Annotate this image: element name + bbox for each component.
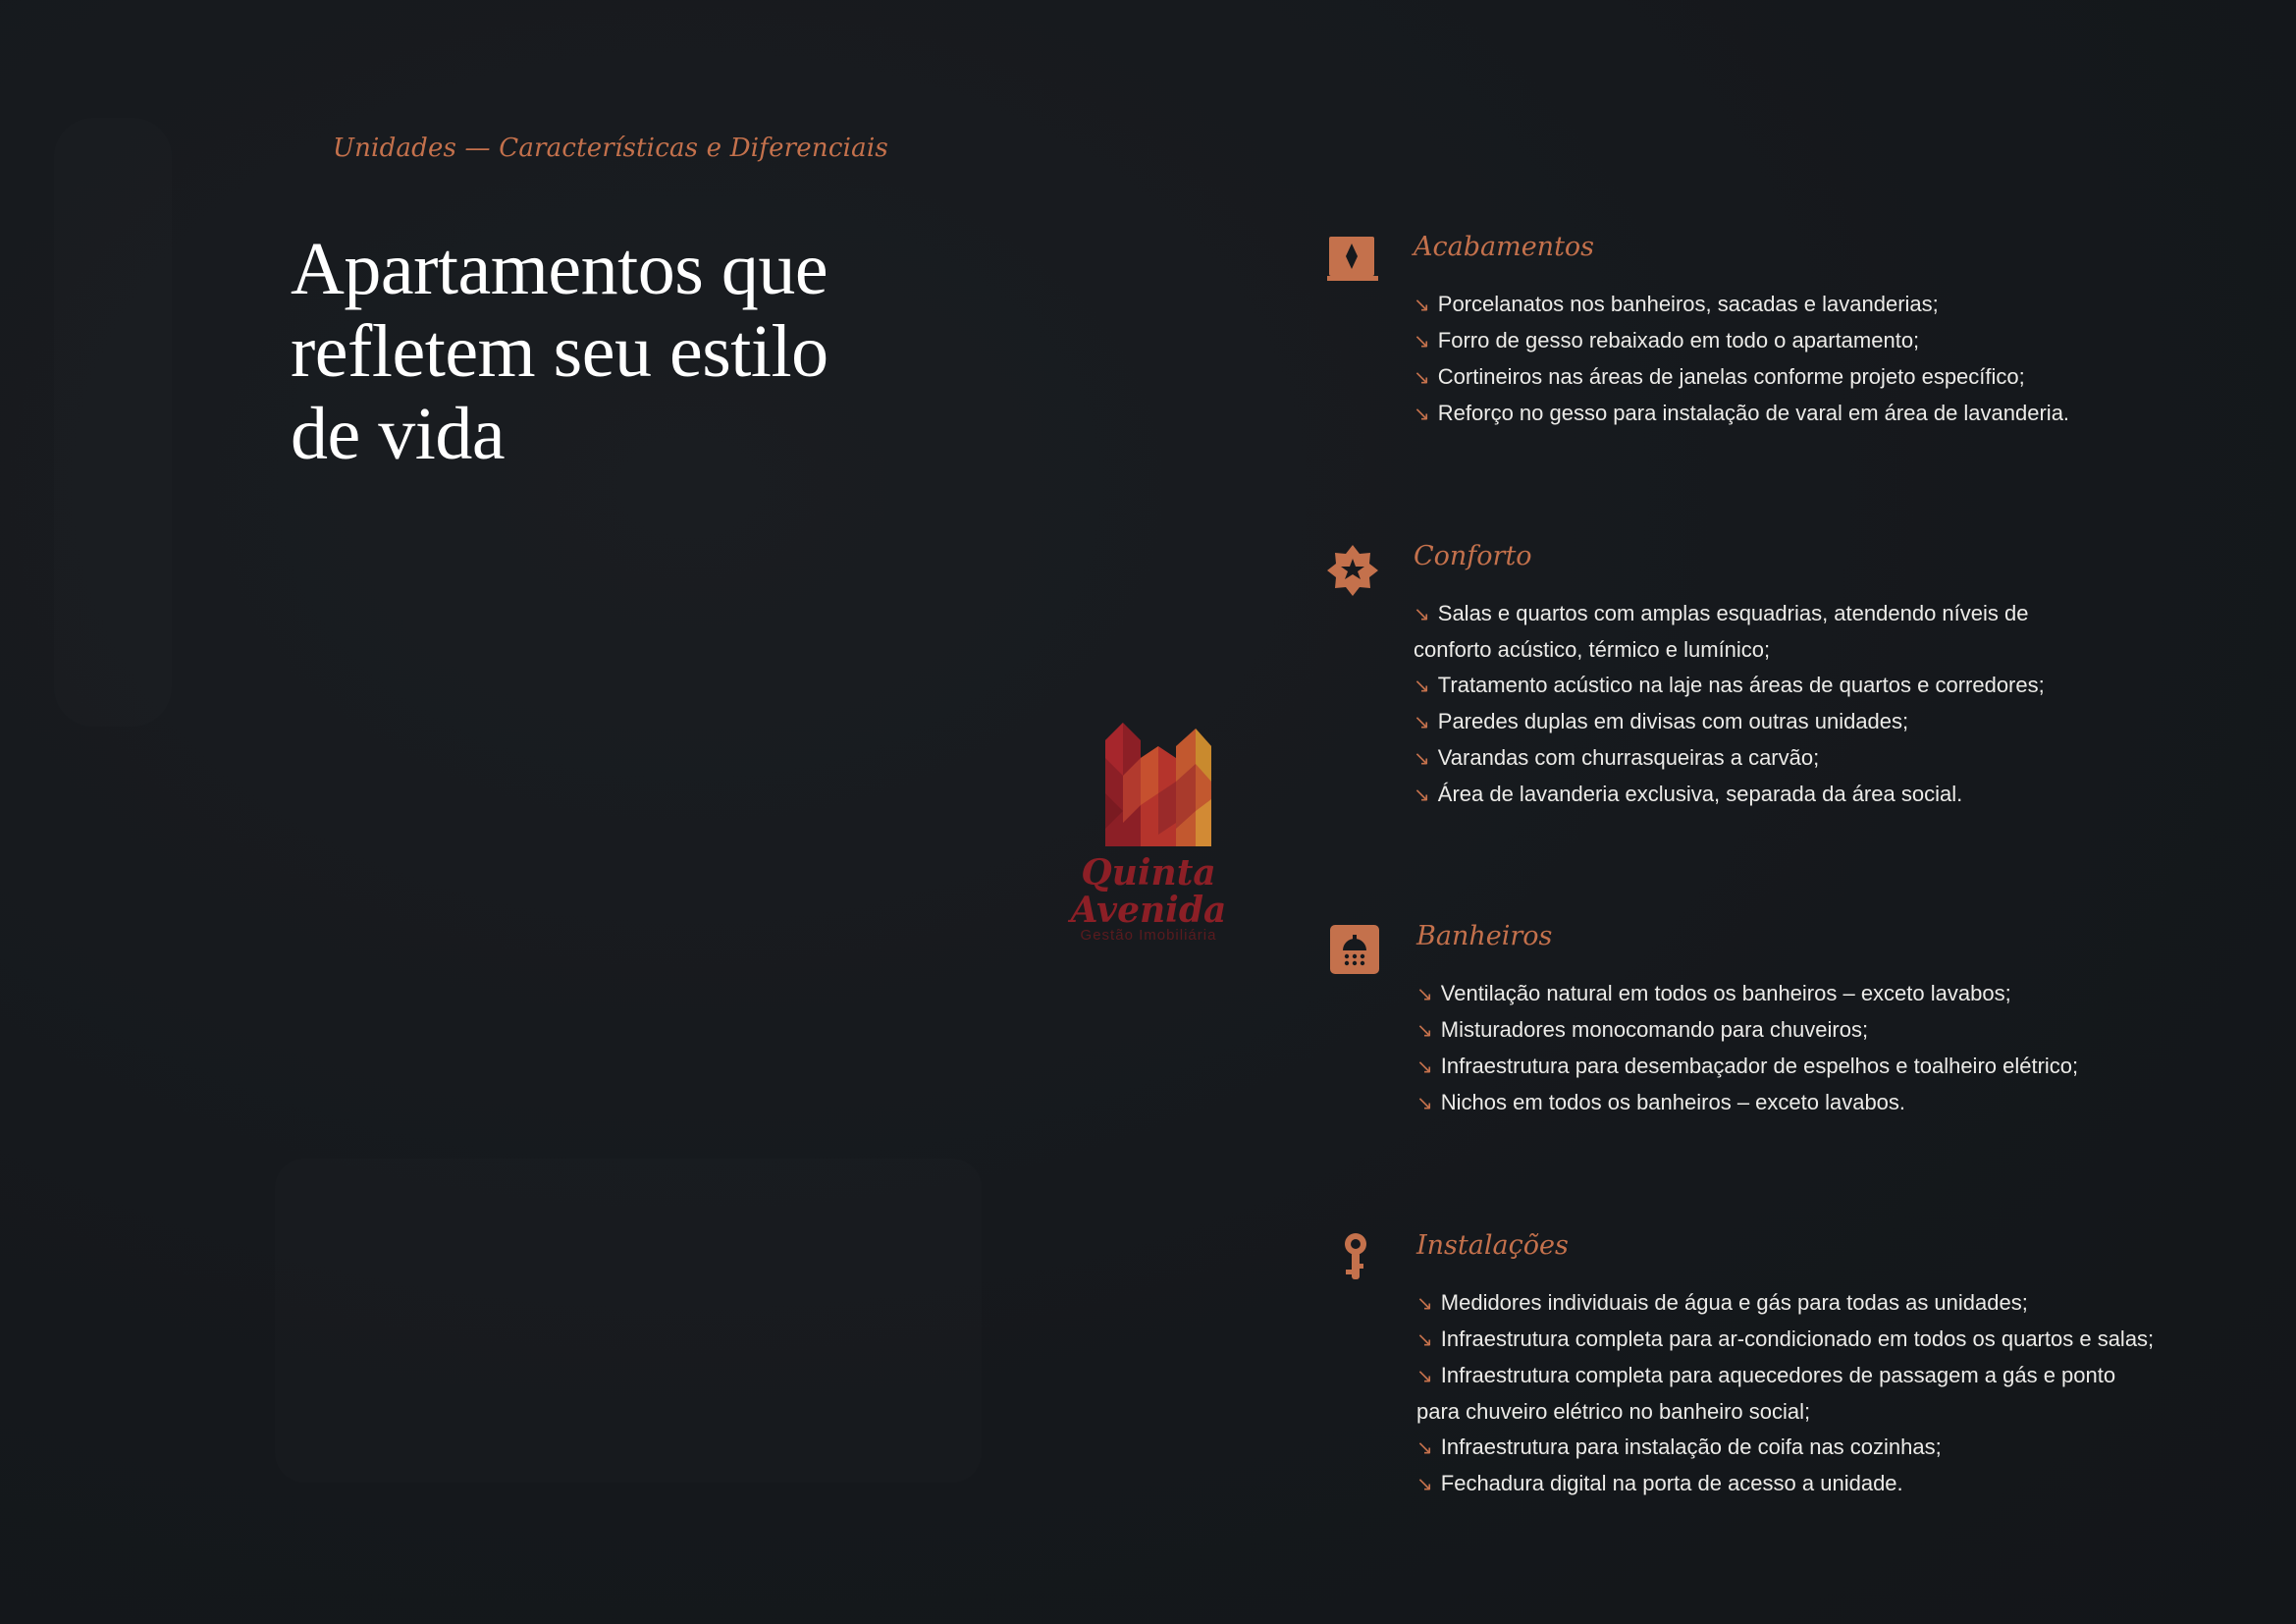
list-item: ↘ Fechadura digital na porta de acesso a unidade.	[1416, 1471, 1903, 1495]
list-item: ↘ Ventilação natural em todos os banheiros – exceto lavabos;	[1416, 981, 2011, 1005]
list-item-continuation: conforto acústico, térmico e lumínico;	[1414, 637, 1771, 662]
section-list	[1414, 287, 2069, 432]
arrow-down-right-icon: ↘	[1414, 712, 1430, 733]
arrow-down-right-icon: ↘	[1416, 1093, 1433, 1114]
shower-icon	[1328, 921, 1383, 976]
list-item: ↘ Infraestrutura completa para aquecedores de passagem a gás e ponto	[1416, 1363, 2116, 1387]
list-item: ↘ Forro de gesso rebaixado em todo o apartamento;	[1414, 328, 1920, 352]
buildings-logo-icon	[1070, 717, 1227, 852]
arrow-down-right-icon: ↘	[1416, 1056, 1433, 1078]
list-item: ↘ Varandas com churrasqueiras a carvão;	[1414, 745, 1820, 770]
list-item: ↘ Medidores individuais de água e gás para todas as unidades;	[1416, 1290, 2028, 1315]
arrow-down-right-icon: ↘	[1414, 785, 1430, 806]
logo-subtitle: Gestão Imobiliária	[1080, 927, 1217, 944]
arrow-down-right-icon: ↘	[1414, 367, 1430, 389]
arrow-down-right-icon: ↘	[1416, 1293, 1433, 1315]
arrow-down-right-icon: ↘	[1416, 1474, 1433, 1495]
arrow-down-right-icon: ↘	[1416, 1437, 1433, 1459]
list-item: ↘ Salas e quartos com amplas esquadrias, atendendo níveis de	[1414, 601, 2029, 625]
arrow-down-right-icon: ↘	[1414, 748, 1430, 770]
star-badge-icon	[1325, 541, 1380, 596]
headline-line-1: Apartamentos que	[291, 228, 828, 310]
background-watermark-bottom	[275, 1159, 982, 1483]
arrow-down-right-icon: ↘	[1414, 604, 1430, 625]
list-item: ↘ Nichos em todos os banheiros – exceto lavabos.	[1416, 1090, 1906, 1114]
background-watermark-left	[54, 118, 172, 727]
list-item: ↘ Paredes duplas em divisas com outras unidades;	[1414, 709, 1909, 733]
arrow-down-right-icon: ↘	[1416, 1329, 1433, 1351]
section-title: Instalações	[1416, 1230, 1569, 1261]
section-title: Acabamentos	[1414, 232, 1595, 262]
section-list	[1416, 1285, 2154, 1502]
arrow-down-right-icon: ↘	[1416, 1366, 1433, 1387]
list-item: ↘ Tratamento acústico na laje nas áreas de quartos e corredores;	[1414, 673, 2045, 697]
list-item: ↘ Porcelanatos nos banheiros, sacadas e lavanderias;	[1414, 292, 1939, 316]
section-list	[1416, 976, 2078, 1121]
section-title: Banheiros	[1416, 921, 1553, 951]
list-item: ↘ Cortineiros nas áreas de janelas conforme projeto específico;	[1414, 364, 2025, 389]
diamond-tile-icon	[1325, 232, 1380, 287]
list-item: ↘ Área de lavanderia exclusiva, separada da área social.	[1414, 782, 1963, 806]
section-title: Conforto	[1414, 541, 1532, 571]
arrow-down-right-icon: ↘	[1414, 295, 1430, 316]
arrow-down-right-icon: ↘	[1414, 676, 1430, 697]
arrow-down-right-icon: ↘	[1414, 404, 1430, 425]
section-eyebrow: Unidades — Características e Diferenciais	[333, 134, 888, 163]
list-item-continuation: para chuveiro elétrico no banheiro social;	[1416, 1399, 1811, 1424]
arrow-down-right-icon: ↘	[1414, 331, 1430, 352]
headline-line-3: de vida	[291, 393, 506, 475]
section-list	[1414, 596, 2045, 813]
list-item: ↘ Misturadores monocomando para chuveiros;	[1416, 1017, 1869, 1042]
arrow-down-right-icon: ↘	[1416, 1020, 1433, 1042]
page-headline	[291, 228, 919, 475]
arrow-down-right-icon: ↘	[1416, 984, 1433, 1005]
key-icon	[1328, 1230, 1383, 1285]
list-item: ↘ Infraestrutura para desembaçador de espelhos e toalheiro elétrico;	[1416, 1054, 2079, 1078]
list-item: ↘ Infraestrutura para instalação de coifa nas cozinhas;	[1416, 1435, 1942, 1459]
headline-line-2: refletem seu estilo	[291, 310, 828, 393]
brand-logo	[1031, 717, 1266, 944]
list-item: ↘ Infraestrutura completa para ar-condicionado em todos os quartos e salas;	[1416, 1326, 2155, 1351]
list-item: ↘ Reforço no gesso para instalação de varal em área de lavanderia.	[1414, 401, 2070, 425]
logo-wordmark: Quinta Avenida	[1070, 852, 1227, 931]
